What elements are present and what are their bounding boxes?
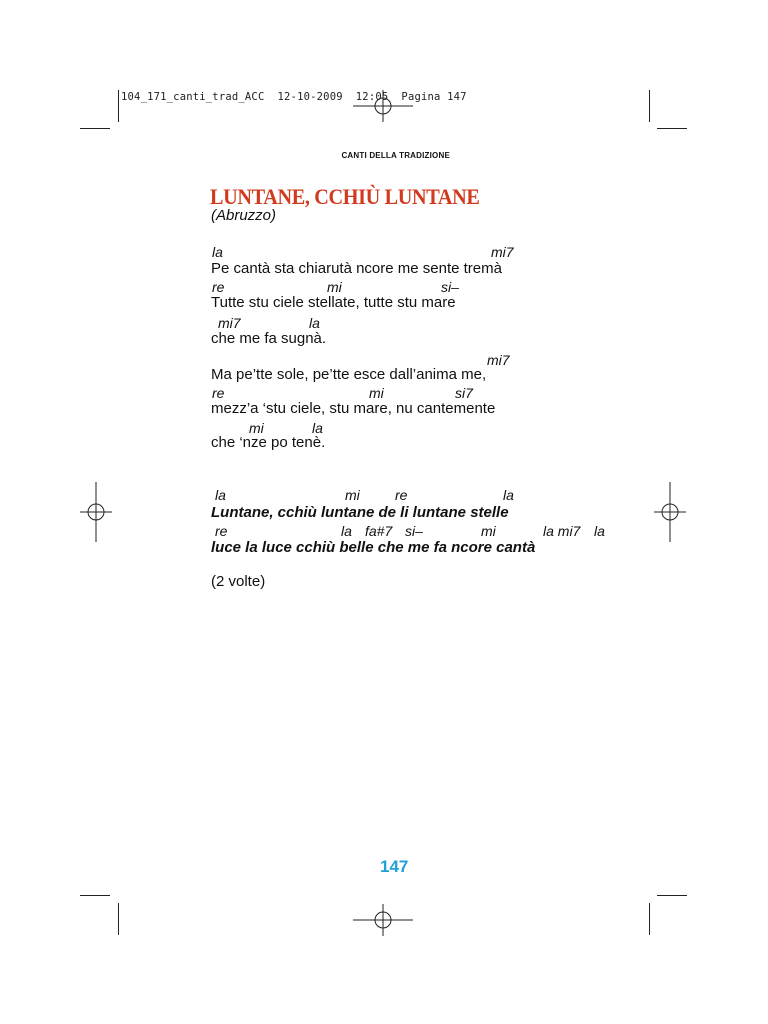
chord: mi [327, 279, 342, 295]
chord: la [341, 523, 352, 539]
chord: re [395, 487, 408, 503]
crop-mark [657, 895, 687, 896]
chord: re [212, 279, 225, 295]
registration-mark-icon [654, 482, 688, 542]
lyric-line: Pe cantà sta chiarutà ncore me sente tremà [211, 260, 502, 277]
lyric-line: Tutte stu ciele stellate, tutte stu mare [211, 294, 456, 311]
chord: la [212, 244, 223, 260]
print-slug-line: 104_171_canti_trad_ACC 12-10-2009 12:05 Pagina 147 [121, 91, 467, 103]
repeat-note: (2 volte) [211, 573, 266, 590]
crop-mark [649, 903, 650, 935]
chord: si7 [455, 385, 473, 401]
chord: la [312, 420, 323, 436]
chord: mi7 [218, 315, 241, 331]
chorus-lyric-line: Luntane, cchiù luntane de li luntane stelle [211, 504, 509, 521]
chord: si– [405, 523, 423, 539]
chord: la [215, 487, 226, 503]
chord: la mi7 [543, 523, 581, 539]
chord: la [309, 315, 320, 331]
song-origin: (Abruzzo) [211, 207, 277, 224]
crop-mark [80, 128, 110, 129]
crop-mark [118, 903, 119, 935]
crop-mark [649, 90, 650, 122]
running-head: CANTI DELLA TRADIZIONE [341, 151, 450, 160]
chord: si– [441, 279, 459, 295]
song-title: LUNTANE, CCHIÙ LUNTANE [210, 184, 480, 209]
chord: mi7 [487, 352, 510, 368]
crop-mark [80, 895, 110, 896]
chord: la [594, 523, 605, 539]
chord: mi [369, 385, 384, 401]
chord: mi [249, 420, 264, 436]
lyric-line: che me fa sugnà. [211, 330, 327, 347]
chord: fa#7 [365, 523, 393, 539]
chord: mi7 [491, 244, 514, 260]
crop-mark [657, 128, 687, 129]
chord: mi [345, 487, 360, 503]
chord: la [503, 487, 514, 503]
chord: re [215, 523, 228, 539]
lyric-line: che ‘nze po tenè. [211, 434, 326, 451]
chorus-lyric-line: luce la luce cchiù belle che me fa ncore cantà [211, 539, 536, 556]
page-number: 147 [380, 857, 409, 876]
lyric-line: Ma pe’tte sole, pe’tte esce dall’anima me, [211, 366, 487, 383]
registration-mark-icon [353, 904, 413, 938]
chord: mi [481, 523, 496, 539]
crop-mark [118, 90, 119, 122]
chord: re [212, 385, 225, 401]
registration-mark-icon [80, 482, 114, 542]
lyric-line: mezz’a ‘stu ciele, stu mare, nu cantemente [211, 400, 496, 417]
